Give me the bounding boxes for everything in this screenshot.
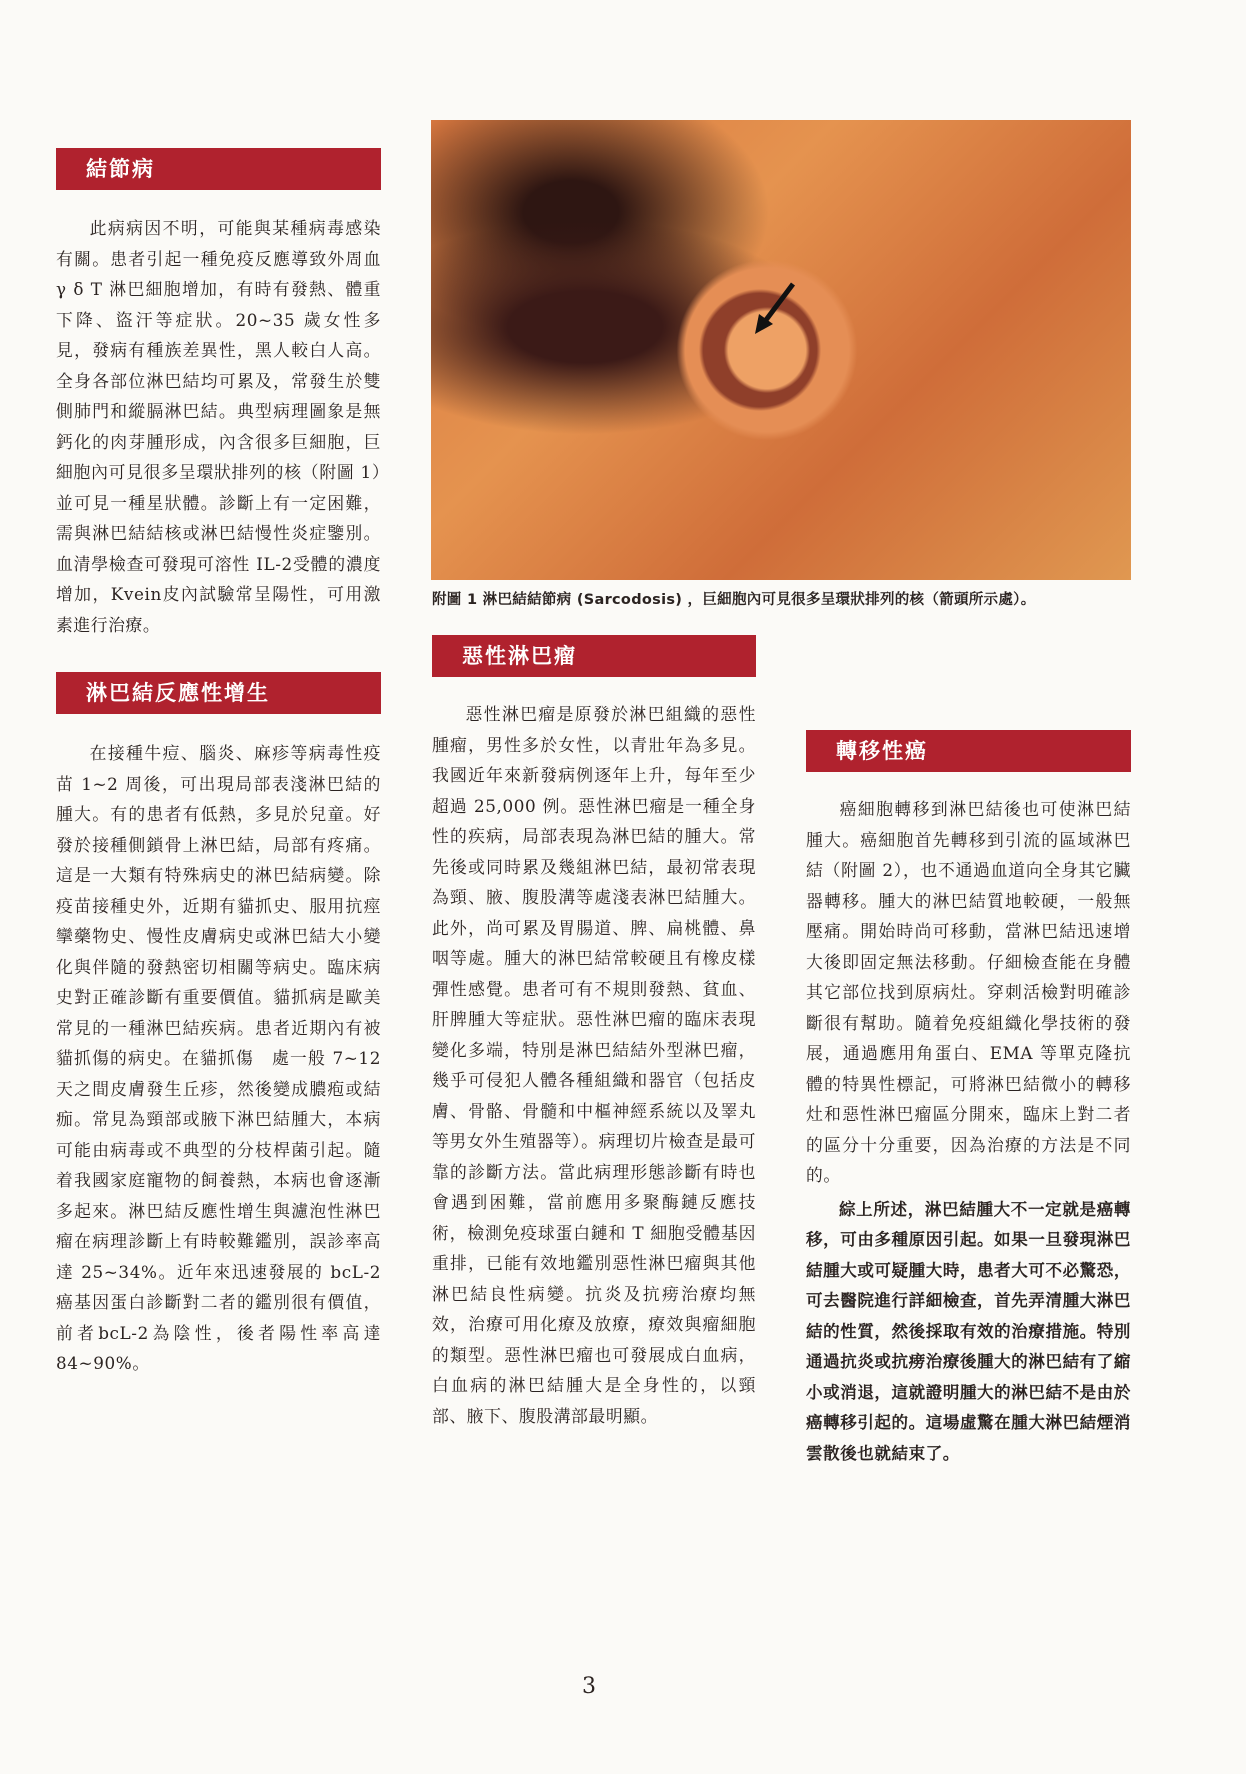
section-text-metastatic: 癌細胞轉移到淋巴結後也可使淋巴結腫大。癌細胞首先轉移到引流的區域淋巴結（附圖 2），也不通過血道向全身其它臟器轉移。腫大的淋巴結質地較硬，一般無壓痛。開始時尚可移動，當淋巴結迅速增大後即固定無法移動。仔細檢查能在身體其它部位找到原病灶。穿刺活檢對明確診斷很有幫助。隨着免疫組織化學技術的發展，通過應用角蛋白、EMA 等單克隆抗體的特異性標記，可將淋巴結微小的轉移灶和惡性淋巴瘤區分開來，臨床上對二者的區分十分重要，因為治療的方法是不同的。 (806, 799, 1131, 1185)
section-text-sarcoidosis: 此病病因不明，可能與某種病毒感染有關。患者引起一種免疫反應導致外周血 γ δ T 淋巴細胞增加，有時有發熱、體重下降、盜汗等症狀。20~35 歲女性多見，發病有種族差異性，黑人較白人高。全身各部位淋巴結均可累及，常發生於雙側肺門和縱膈淋巴結。典型病理圖象是無鈣化的肉芽腫形成，內含很多巨細胞，巨細胞內可見很多呈環狀排列的核（附圖 1）並可見一種星狀體。診斷上有一定困難，需與淋巴結結核或淋巴結慢性炎症鑒別。血清學檢查可發現可溶性 IL-2受體的濃度增加，Kvein皮內試驗常呈陽性，可用激素進行治療。 (56, 218, 381, 635)
section-text-lymphoma: 惡性淋巴瘤是原發於淋巴組織的惡性腫瘤，男性多於女性，以青壯年為多見。我國近年來新發病例逐年上升，每年至少超過 25,000 例。惡性淋巴瘤是一種全身性的疾病，局部表現為淋巴結的腫大。常先後或同時累及幾組淋巴結，最初常表現為頸、腋、腹股溝等處淺表淋巴結腫大。此外，尚可累及胃腸道、脾、扁桃體、鼻咽等處。腫大的淋巴結常較硬且有橡皮樣彈性感覺。患者可有不規則發熱、貧血、肝脾腫大等症狀。惡性淋巴瘤的臨床表現變化多端，特別是淋巴結結外型淋巴瘤，幾乎可侵犯人體各種組織和器官（包括皮膚、骨骼、骨髓和中樞神經系統以及睪丸等男女外生殖器等）。病理切片檢查是最可靠的診斷方法。當此病理形態診斷有時也會遇到困難，當前應用多聚酶鏈反應技術，檢測免疫球蛋白鏈和 T 細胞受體基因重排，已能有效地鑑別惡性淋巴瘤與其他淋巴結良性病變。抗炎及抗痨治療均無效，治療可用化療及放療，療效與瘤細胞的類型。惡性淋巴瘤也可發展成白血病，白血病的淋巴結腫大是全身性的，以頸部、腋下、腹股溝部最明顯。 (432, 704, 756, 1426)
section-heading-lymphoma: 惡性淋巴瘤 (432, 635, 756, 677)
micrograph-image (431, 120, 1131, 580)
arrow-icon (753, 280, 799, 336)
section-heading-reactive: 淋巴結反應性增生 (56, 672, 381, 714)
section-heading-sarcoidosis: 結節病 (56, 148, 381, 190)
section-text-reactive: 在接種牛痘、腦炎、麻疹等病毒性疫苗 1~2 周後，可出現局部表淺淋巴結的腫大。有的患者有低熱，多見於兒童。好發於接種側鎖骨上淋巴結，局部有疼痛。這是一大類有特殊病史的淋巴結病變。除疫苗接種史外，近期有貓抓史、服用抗痙攣藥物史、慢性皮膚病史或淋巴結大小變化與伴隨的發熱密切相關等病史。臨床病史對正確診斷有重要價值。貓抓病是歐美常見的一種淋巴結疾病。患者近期內有被貓抓傷的病史。在貓抓傷 處一般 7~12 天之間皮膚發生丘疹，然後變成膿疱或結痂。常見為頸部或腋下淋巴結腫大，本病可能由病毒或不典型的分枝桿菌引起。隨着我國家庭寵物的飼養熱，本病也會逐漸多起來。淋巴結反應性增生與濾泡性淋巴瘤在病理診斷上有時較難鑑別，誤診率高達 25~34%。近年來迅速發展的 bcL-2癌基因蛋白診斷對二者的鑑別很有價值，前者bcL-2為陰性，後者陽性率高達 84~90%。 (56, 743, 381, 1373)
column-right (806, 730, 1131, 1469)
section-heading-metastatic: 轉移性癌 (806, 730, 1131, 772)
figure-caption: 附圖 1 淋巴結結節病 (Sarcodosis) ，巨細胞內可見很多呈環狀排列的核（箭頭所示處）。 (432, 592, 1036, 608)
column-middle (432, 635, 756, 1431)
conclusion-text: 綜上所述，淋巴結腫大不一定就是癌轉移，可由多種原因引起。如果一旦發現淋巴結腫大或可疑腫大時，患者大可不必驚恐，可去醫院進行詳細檢查，首先弄清腫大淋巴結的性質，然後採取有效的治療措施。特別通過抗炎或抗痨治療後腫大的淋巴結有了縮小或消退，這就證明腫大的淋巴結不是由於癌轉移引起的。這場虛驚在腫大淋巴結煙消雲散後也就結束了。 (806, 1199, 1131, 1463)
page-number: 3 (582, 1674, 596, 1699)
column-left (56, 148, 381, 1379)
